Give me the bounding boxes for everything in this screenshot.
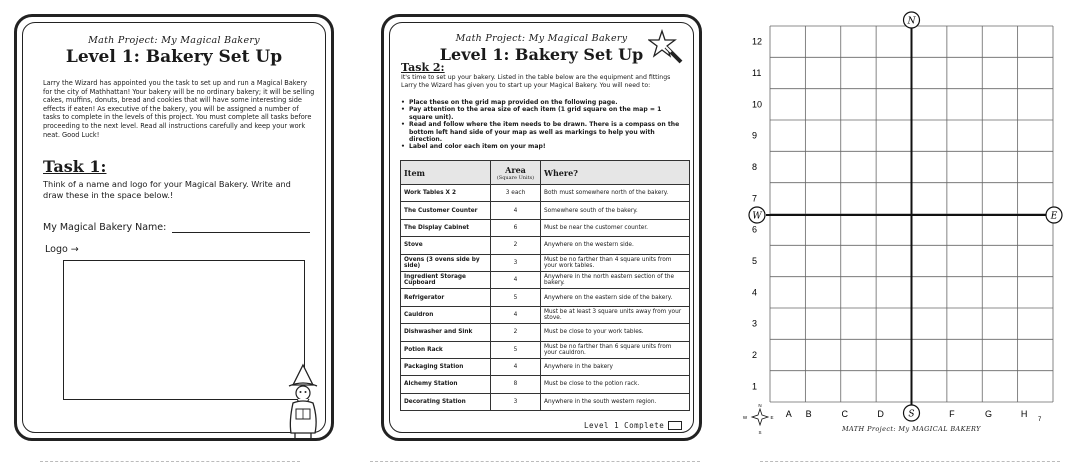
logo-drawing-box[interactable] (63, 260, 305, 400)
instruction-item: • Pay attention to the area size of each item (1 grid square on the map = 1 square unit). (401, 106, 683, 121)
table-row (401, 341, 690, 358)
bakery-grid-map[interactable] (740, 0, 1080, 440)
page-title: Level 1: Bakery Set Up (65, 47, 283, 67)
cell-where: Must be no farther than 6 square units from your cauldron. (541, 341, 690, 358)
table-row (401, 202, 690, 219)
y-axis-label: 3 (752, 318, 758, 329)
header-area-unit: (Square Units) (496, 174, 535, 181)
task-heading: Task 2: (401, 61, 445, 74)
cell-item: Dishwasher and Sink (401, 324, 491, 341)
page-edge-divider (370, 461, 700, 462)
y-axis-label: 4 (752, 287, 758, 298)
magic-wand-star-icon (648, 29, 684, 65)
cell-where: Anywhere on the eastern side of the bakery. (541, 289, 690, 306)
y-axis-label: 10 (752, 99, 763, 110)
cell-item: The Customer Counter (401, 202, 491, 219)
x-axis-label: G (984, 409, 992, 419)
table-row (401, 324, 690, 341)
x-axis-label: D (877, 409, 884, 419)
cell-area: 4 (491, 271, 541, 288)
cell-area: 4 (491, 306, 541, 323)
table-row (401, 289, 690, 306)
y-axis-label: 9 (752, 130, 758, 141)
cell-area: 3 (491, 393, 541, 410)
cell-item: Refrigerator (401, 289, 491, 306)
mini-compass-label: W (742, 415, 748, 420)
header-area (491, 161, 541, 185)
cell-where: Anywhere in the bakery (541, 358, 690, 375)
grid-map-page (740, 0, 1080, 466)
cell-item: Potion Rack (401, 341, 491, 358)
level-complete (584, 421, 682, 430)
equipment-table (400, 160, 690, 411)
instruction-item: • Label and color each item on your map! (401, 143, 683, 150)
wizard-illustration-icon (283, 363, 327, 439)
cell-where: Must be close to the potion rack. (541, 376, 690, 393)
page-number: 7 (1038, 417, 1042, 423)
instruction-list (401, 99, 683, 151)
compass-west-label: W (752, 211, 762, 222)
mini-compass-label: N (758, 403, 762, 408)
page-level1-task1 (14, 14, 334, 441)
cell-where: Must be at least 3 square units away from your stove. (541, 306, 690, 323)
table-row (401, 271, 690, 288)
cell-area: 8 (491, 376, 541, 393)
page-edge-divider (760, 461, 1060, 462)
x-axis-label: B (805, 409, 812, 419)
instruction-item: • Place these on the grid map provided on the following page. (401, 99, 683, 106)
cell-item: Stove (401, 237, 491, 254)
x-axis-label: H (1020, 409, 1028, 419)
cell-item: Alchemy Station (401, 376, 491, 393)
cell-area: 4 (491, 202, 541, 219)
cell-area: 2 (491, 237, 541, 254)
cell-item: Ovens (3 ovens side by side) (401, 254, 491, 271)
page-edge-divider (40, 461, 300, 462)
cell-area: 5 (491, 289, 541, 306)
y-axis-label: 8 (752, 162, 758, 172)
table-row (401, 254, 690, 271)
y-axis-label: 12 (752, 36, 763, 47)
bakery-name-row (43, 222, 310, 233)
instruction-item: • Read and follow where the item needs to be drawn. There is a compass on the bottom left hand side of your map as well as markings to help you with direction. (401, 121, 683, 143)
x-axis-label: A (785, 409, 792, 419)
intro-paragraph: It's time to set up your bakery. Listed in the table below are the equipment and fittings Larry the Wizard has given you to start up your Magical Bakery. You will need to: (401, 74, 671, 89)
mini-compass-label: S (758, 430, 762, 435)
cell-where: Must be near the customer counter. (541, 219, 690, 236)
compass-north-label: N (907, 16, 916, 27)
cell-item: The Display Cabinet (401, 219, 491, 236)
cell-item: Decorating Station (401, 393, 491, 410)
level-complete-label: Level 1 Complete (584, 421, 665, 430)
task-heading: Task 1: (43, 157, 107, 176)
x-axis-label: F (949, 409, 955, 419)
table-row (401, 358, 690, 375)
table-row (401, 185, 690, 202)
y-axis-label: 6 (752, 224, 758, 235)
cell-area: 3 each (491, 185, 541, 202)
level-complete-checkbox[interactable] (668, 421, 682, 430)
cell-area: 4 (491, 358, 541, 375)
bakery-name-line[interactable] (172, 224, 310, 233)
logo-label: Logo → (45, 244, 79, 255)
cell-item: Cauldron (401, 306, 491, 323)
table-row (401, 306, 690, 323)
cell-area: 2 (491, 324, 541, 341)
table-row (401, 219, 690, 236)
project-subtitle: Math Project: My Magical Bakery (88, 35, 260, 46)
x-axis-label: C (841, 409, 848, 419)
cell-where: Must be no farther than 4 square units from your work tables. (541, 254, 690, 271)
table-row (401, 376, 690, 393)
intro-paragraph: Larry the Wizard has appointed you the task to set up and run a Magical Bakery for the city of Mathhattan! Your bakery will be no ordinary bakery; it will be selling cakes, muffins, donuts, bread and cookies that will have some interesting side effects if eaten! As executive of the bakery, you will be assigned a number of tasks to complete in the levels of this project. You must complete all tasks before proceeding to the next level. Read all instructions carefully and keep your work neat. Good Luck! (43, 79, 315, 139)
grid-caption: MATH Project: My MAGICAL BAKERY (842, 425, 981, 433)
y-axis-label: 11 (752, 68, 762, 78)
header-area-label: Area (505, 164, 526, 175)
compass-south-label: S (908, 409, 915, 420)
header-item: Item (401, 161, 491, 185)
table-body (401, 185, 690, 411)
page-level1-task2 (381, 14, 702, 441)
cell-where: Anywhere on the western side. (541, 237, 690, 254)
project-subtitle: Math Project: My Magical Bakery (455, 33, 628, 44)
cell-where: Must be close to your work tables. (541, 324, 690, 341)
table-header-row (401, 161, 690, 185)
cell-where: Anywhere in the north eastern section of the bakery. (541, 271, 690, 288)
mini-compass-rose-icon (752, 409, 768, 425)
header-where: Where? (541, 161, 690, 185)
cell-area: 5 (491, 341, 541, 358)
cell-area: 3 (491, 254, 541, 271)
page-title: Level 1: Bakery Set Up (439, 45, 644, 64)
cell-where: Somewhere south of the bakery. (541, 202, 690, 219)
y-axis-label: 1 (752, 381, 758, 392)
cell-where: Anywhere in the south western region. (541, 393, 690, 410)
cell-area: 6 (491, 219, 541, 236)
mini-compass-label: E (770, 415, 774, 420)
cell-item: Ingredient Storage Cupboard (401, 271, 491, 288)
table-row (401, 237, 690, 254)
task-instructions: Think of a name and logo for your Magical Bakery. Write and draw these in the space below.! (43, 179, 291, 200)
cell-item: Packaging Station (401, 358, 491, 375)
y-axis-label: 7 (752, 193, 758, 204)
bakery-name-label: My Magical Bakery Name: (43, 222, 167, 233)
y-axis-label: 5 (752, 256, 758, 266)
y-axis-label: 2 (752, 350, 758, 360)
table-row (401, 393, 690, 410)
cell-item: Work Tables X 2 (401, 185, 491, 202)
compass-east-label: E (1050, 211, 1058, 222)
cell-where: Both must somewhere north of the bakery. (541, 185, 690, 202)
